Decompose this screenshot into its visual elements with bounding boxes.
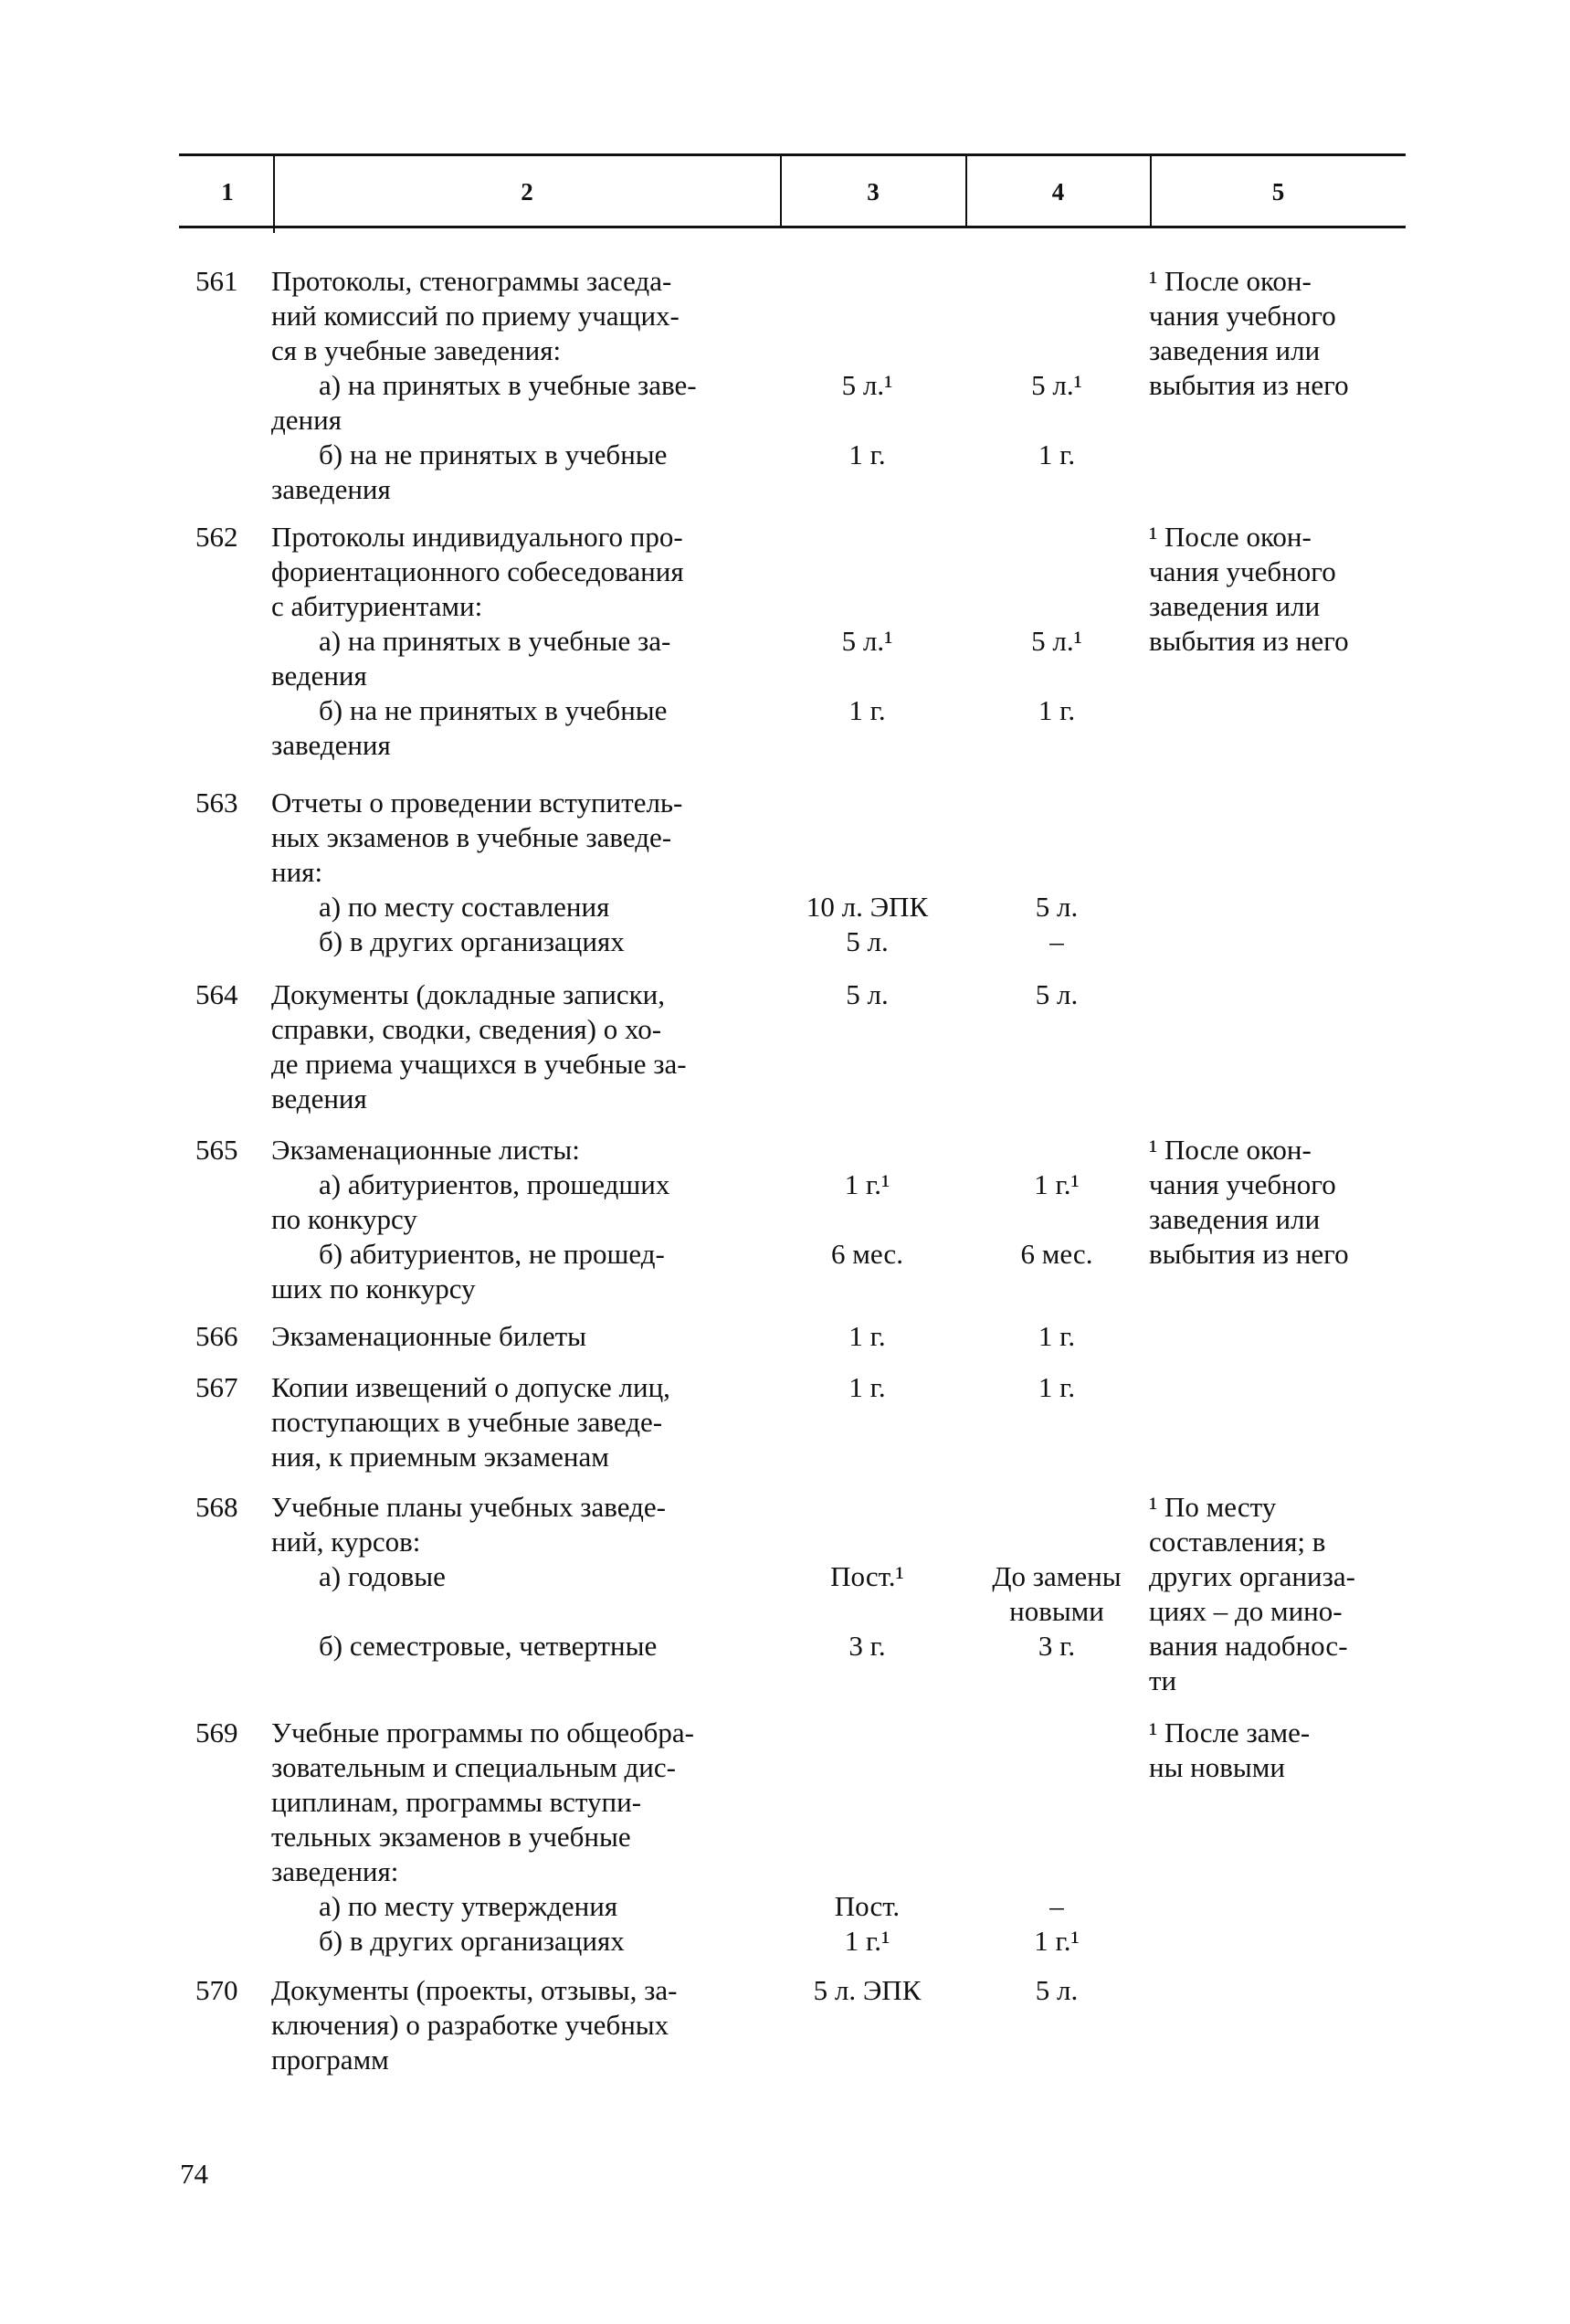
retention-period-col4 <box>965 520 1148 624</box>
entry-note: ¹ После заме- ны новыми <box>1149 1717 1311 1783</box>
table-row <box>271 1490 1185 1559</box>
retention-period-col4 <box>965 1133 1148 1167</box>
retention-period-col4: 1 г. <box>1038 694 1076 726</box>
table-row <box>271 924 1185 959</box>
table-row <box>271 520 1185 624</box>
retention-period-col3 <box>769 1716 965 1889</box>
retention-period-col4 <box>965 264 1148 368</box>
column-header-2: 2 <box>521 178 533 206</box>
retention-period-col4: – <box>1049 925 1064 957</box>
document-description: Документы (докладные записки, справки, сводки, сведения) о хо- де приема учащихся в учебные за- ведения <box>271 978 687 1114</box>
document-description: а) по месту составления <box>319 891 610 923</box>
entry-number: 563 <box>195 787 238 819</box>
retention-period-col3: 1 г. <box>848 1320 886 1352</box>
retention-period-col4: До замены новыми <box>992 1560 1122 1627</box>
retention-period-col3: 10 л. ЭПК <box>806 891 929 923</box>
entry-rows <box>271 520 1185 763</box>
document-description: Протоколы, стенограммы заседа- ний комиссий по приему учащих- ся в учебные заведения: <box>271 265 680 366</box>
table-row <box>271 786 1185 890</box>
retention-period-col3: 5 л. ЭПК <box>813 1974 922 2006</box>
entry-note: ¹ По месту составления; в других организа- циях – до мино- вания надобнос- ти <box>1149 1491 1355 1696</box>
retention-period-col3: 3 г. <box>848 1630 886 1662</box>
table-row <box>271 1237 1185 1306</box>
entry-rows <box>271 264 1185 507</box>
document-description: Экзаменационные билеты <box>271 1320 587 1352</box>
entry-number: 564 <box>195 978 238 1010</box>
retention-period-col3: 1 г. <box>848 438 886 470</box>
document-description: б) на не принятых в учебные заведения <box>271 438 668 505</box>
entry-note: ¹ После окон- чания учебного заведения или выбытия из него <box>1149 1134 1349 1270</box>
column-header-1: 1 <box>221 178 234 206</box>
table-row <box>271 624 1185 693</box>
retention-period-col3: 5 л.¹ <box>841 369 893 401</box>
column-header-5: 5 <box>1271 178 1285 206</box>
page-number: 74 <box>180 2158 208 2190</box>
table-row <box>271 1167 1185 1237</box>
retention-period-col4: 5 л. <box>1035 891 1079 923</box>
retention-period-col4 <box>965 1490 1148 1559</box>
table-row <box>271 1716 1185 1889</box>
column-header-4: 4 <box>1051 178 1065 206</box>
entry-number: 568 <box>195 1491 238 1523</box>
retention-period-col4: 1 г.¹ <box>1034 1925 1080 1957</box>
table-row <box>271 1370 1185 1474</box>
retention-period-col4: 3 г. <box>1038 1630 1076 1662</box>
table-row <box>271 1629 1185 1664</box>
document-description: а) на принятых в учебные заве- дения <box>271 369 697 436</box>
entry-rows <box>271 1133 1185 1306</box>
entry-number: 561 <box>195 265 238 297</box>
document-description: Протоколы индивидуального про- фориентационного собеседования с абитуриентами: <box>271 521 684 622</box>
entry-number: 569 <box>195 1717 238 1748</box>
retention-period-col3 <box>769 1133 965 1167</box>
retention-period-col3: 1 г.¹ <box>844 1925 890 1957</box>
retention-period-col3: 5 л.¹ <box>841 625 893 657</box>
entry-rows <box>271 1490 1185 1664</box>
document-description: Учебные планы учебных заведе- ний, курсов: <box>271 1491 666 1558</box>
table-row <box>271 368 1185 438</box>
retention-period-col3: Пост. <box>834 1890 901 1922</box>
document-description: а) на принятых в учебные за- ведения <box>271 625 671 692</box>
retention-period-col3 <box>769 264 965 368</box>
retention-period-col3: 5 л. <box>846 978 889 1010</box>
entry-rows <box>271 1973 1185 2077</box>
document-description: Экзаменационные листы: <box>271 1134 580 1166</box>
document-description: Учебные программы по общеобра- зовательным и специальным дис- циплинам, программы вступи- тельных экзаменов в учебные заведения: <box>271 1717 694 1887</box>
entry-number: 570 <box>195 1974 238 2006</box>
retention-period-col4: – <box>1049 1890 1064 1922</box>
table-row <box>271 1924 1185 1959</box>
column-header-3: 3 <box>867 178 880 206</box>
entry-note: ¹ После окон- чания учебного заведения или выбытия из него <box>1149 265 1349 401</box>
entry-number: 562 <box>195 521 238 553</box>
entry-rows <box>271 786 1185 959</box>
retention-period-col4: 5 л. <box>1035 978 1079 1010</box>
retention-period-col4: 1 г.¹ <box>1034 1168 1080 1200</box>
document-description: Копии извещений о допуске лиц, поступающих в учебные заведе- ния, к приемным экзаменам <box>271 1371 670 1473</box>
document-description: а) абитуриентов, прошедших по конкурсу <box>271 1168 670 1235</box>
entry-rows <box>271 1370 1185 1474</box>
table-row <box>271 264 1185 368</box>
table-row <box>271 693 1185 763</box>
table-row <box>271 1133 1185 1167</box>
document-description: б) абитуриентов, не прошед- ших по конкурсу <box>271 1238 665 1305</box>
retention-period-col4: 5 л. <box>1035 1974 1079 2006</box>
document-description: б) в других организациях <box>319 925 625 957</box>
document-description: б) в других организациях <box>319 1925 625 1957</box>
retention-period-col3: Пост.¹ <box>830 1560 904 1592</box>
retention-period-col4: 1 г. <box>1038 438 1076 470</box>
retention-period-col4: 5 л.¹ <box>1031 369 1082 401</box>
retention-period-col3: 1 г.¹ <box>844 1168 890 1200</box>
table-row <box>271 1319 1185 1354</box>
retention-period-col4: 6 мес. <box>1020 1238 1093 1270</box>
retention-period-col4: 1 г. <box>1038 1320 1076 1352</box>
document-description: Отчеты о проведении вступитель- ных экзаменов в учебные заведе- ния: <box>271 787 683 888</box>
retention-period-col4: 1 г. <box>1038 1371 1076 1403</box>
entry-number: 567 <box>195 1371 238 1403</box>
retention-period-col3: 1 г. <box>848 694 886 726</box>
retention-period-col3: 1 г. <box>848 1371 886 1403</box>
table-row <box>271 977 1185 1116</box>
retention-period-col4 <box>965 1716 1148 1889</box>
entry-rows <box>271 1319 1185 1354</box>
document-description: б) на не принятых в учебные заведения <box>271 694 668 761</box>
table-row <box>271 890 1185 924</box>
retention-period-col3 <box>769 786 965 890</box>
retention-period-col3: 6 мес. <box>831 1238 903 1270</box>
document-description: а) годовые <box>319 1560 446 1592</box>
table-row <box>271 1889 1185 1924</box>
entry-number: 565 <box>195 1134 238 1166</box>
document-description: б) семестровые, четвертные <box>319 1630 658 1662</box>
retention-period-col3 <box>769 1490 965 1559</box>
entry-rows <box>271 1716 1185 1959</box>
entry-note: ¹ После окон- чания учебного заведения или выбытия из него <box>1149 521 1349 657</box>
document-description: а) по месту утверждения <box>319 1890 618 1922</box>
table-row <box>271 1559 1185 1629</box>
table-header-rule <box>179 226 1406 228</box>
entry-rows <box>271 977 1185 1116</box>
retention-period-col4 <box>965 786 1148 890</box>
table-top-rule <box>179 153 1406 156</box>
retention-period-col3 <box>769 520 965 624</box>
retention-period-col3: 5 л. <box>846 925 889 957</box>
retention-period-col4: 5 л.¹ <box>1031 625 1082 657</box>
entry-number: 566 <box>195 1320 238 1352</box>
document-description: Документы (проекты, отзывы, за- ключения) о разработке учебных программ <box>271 1974 678 2076</box>
table-row <box>271 1973 1185 2077</box>
table-row <box>271 438 1185 507</box>
